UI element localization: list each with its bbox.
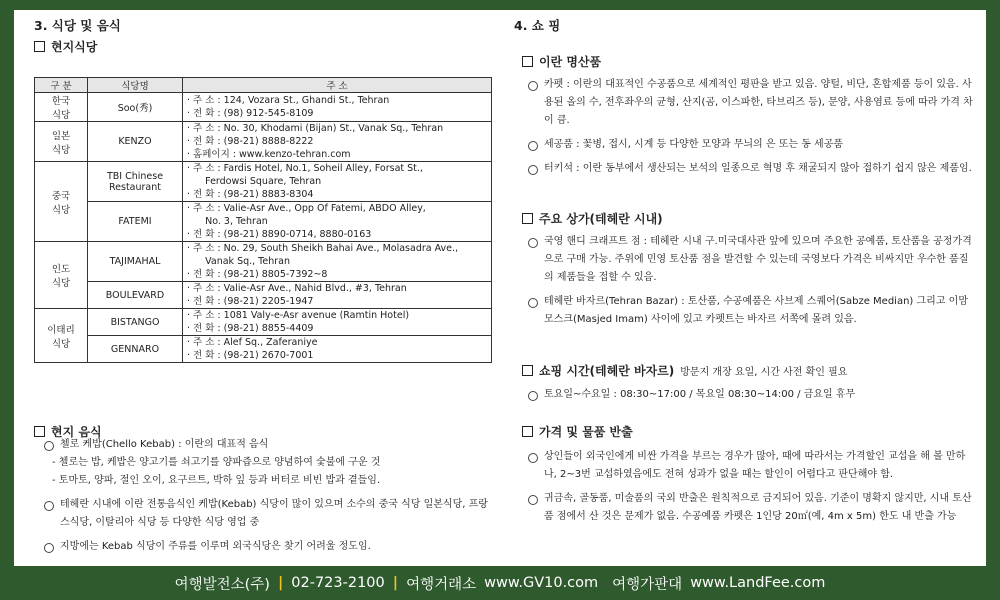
footer-separator: | <box>277 575 284 591</box>
cell-category: 한국 식당 <box>35 93 88 122</box>
cell-category: 중국 식당 <box>35 162 88 242</box>
footer-exchange-label: 여행거래소 <box>406 576 477 593</box>
list-item <box>528 160 974 178</box>
products-list <box>528 76 974 178</box>
cell-address <box>183 122 492 162</box>
list-subitem: - 토마토, 양파, 절인 오이, 요구르트, 박하 잎 등과 버터로 비빈 밥과 곁들임. <box>52 475 381 486</box>
address-line: · 전 화 : (98-21) 8888-8222 <box>187 136 314 147</box>
table-row <box>35 336 492 363</box>
subheading-label: 쇼핑 시간(테헤란 바자르) <box>539 364 675 378</box>
checkbox-square-icon <box>34 41 45 52</box>
list-item <box>528 76 974 130</box>
address-line: · 전 화 : (98-21) 2670-7001 <box>187 350 314 361</box>
hours-list <box>528 386 974 404</box>
list-item <box>528 490 974 526</box>
circle-bullet-icon <box>528 165 538 175</box>
footer-phone[interactable]: 02-723-2100 <box>291 575 385 591</box>
circle-bullet-icon <box>528 298 538 308</box>
list-item-text: 첼로 케밥(Chello Kebab) : 이란의 대표적 음식 <box>60 439 269 450</box>
address-line: · 전 화 : (98-21) 8890-0714, 8880-0163 <box>187 229 372 240</box>
subheading-local-restaurants <box>34 38 97 55</box>
cell-address <box>183 282 492 309</box>
address-line: Ferdowsi Square, Tehran <box>187 176 322 187</box>
address-line: · 주 소 : No. 30, Khodami (Bijan) St., Vanak Sq., Tehran <box>187 123 444 134</box>
subheading-iran-products <box>522 53 601 70</box>
table-row <box>35 93 492 122</box>
shops-list <box>528 233 974 329</box>
address-line: · 주 소 : Valie-Asr Ave., Opp Of Fatemi, ABDO Alley, <box>187 203 426 214</box>
circle-bullet-icon <box>528 495 538 505</box>
cell-restaurant-name: BOULEVARD <box>88 282 183 309</box>
address-line: · 전 화 : (98-21) 8855-4409 <box>187 323 314 334</box>
checkbox-square-icon <box>522 365 533 376</box>
list-item-text: 국영 핸디 크래프트 점 : 테헤란 시내 구.미국대사관 앞에 있으며 주요한 공예품, 토산품을 공정가격으로 구매 가능. 주위에 민영 토산품 점을 발견할 수 있는데 국영보다 가격은 비싸지만 우수한 품질의 제품들을 접할 수 있음. <box>544 236 972 283</box>
list-item <box>528 233 974 287</box>
address-line: · 주 소 : 124, Vozara St., Ghandi St., Tehran <box>187 95 390 106</box>
circle-bullet-icon <box>44 441 54 451</box>
list-item <box>528 293 974 329</box>
cell-category: 이태리 식당 <box>35 309 88 363</box>
subheading-label: 현지 음식 <box>51 425 102 439</box>
cell-address <box>183 162 492 202</box>
address-line: · 전 화 : (98) 912-545-8109 <box>187 108 314 119</box>
cell-category: 인도 식당 <box>35 242 88 309</box>
list-item <box>44 538 494 556</box>
address-line: · 주 소 : Valie-Asr Ave., Nahid Blvd., #3, Tehran <box>187 283 407 294</box>
circle-bullet-icon <box>44 501 54 511</box>
cell-restaurant-name: BISTANGO <box>88 309 183 336</box>
list-subitem: - 첼로는 밥, 케밥은 양고기를 쇠고기를 양파즙으로 양념하여 숯불에 구운 것 <box>52 457 381 468</box>
table-row <box>35 309 492 336</box>
address-line: Vanak Sq., Tehran <box>187 256 290 267</box>
cell-restaurant-name: Soo(秀) <box>88 93 183 122</box>
footer-board-label: 여행가판대 <box>612 576 683 593</box>
header-address: 주 소 <box>183 78 492 93</box>
cell-category: 일본 식당 <box>35 122 88 162</box>
subheading-shopping-hours <box>522 362 847 379</box>
cell-restaurant-name: KENZO <box>88 122 183 162</box>
footer-separator: | <box>392 575 399 591</box>
footer-bar <box>0 566 1000 600</box>
list-item <box>528 136 974 154</box>
table-header-row <box>35 78 492 93</box>
table-row <box>35 242 492 282</box>
subheading-label: 이란 명산품 <box>539 55 602 69</box>
circle-bullet-icon <box>528 453 538 463</box>
cell-restaurant-name: TAJIMAHAL <box>88 242 183 282</box>
address-line: · 주 소 : 1081 Valy-e-Asr avenue (Ramtin Hotel) <box>187 310 410 321</box>
address-line: · 주 소 : No. 29, South Sheikh Bahai Ave., Molasadra Ave., <box>187 243 459 254</box>
address-line: · 주 소 : Alef Sq., Zaferaniye <box>187 337 318 348</box>
list-item-text: 세공품 : 꽃병, 접시, 시계 등 다양한 모양과 무늬의 은 또는 동 세공품 <box>544 139 844 150</box>
footer-company: 여행발전소(주) <box>174 576 270 593</box>
list-item-text: 테헤란 시내에 이란 전통음식인 케밥(Kebab) 식당이 많이 있으며 소수의 중국 식당 일본식당, 프랑스식당, 이탈리아 식당 등 다양한 식당 영업 중 <box>60 499 488 528</box>
table-row <box>35 122 492 162</box>
list-item-text: 터키석 : 이란 동부에서 생산되는 보석의 일종으로 혁명 후 채굴되지 않아 접하기 쉽지 않은 제품임. <box>544 163 972 174</box>
checkbox-square-icon <box>522 426 533 437</box>
cell-restaurant-name: FATEMI <box>88 202 183 242</box>
list-item-text: 테헤란 바자르(Tehran Bazar) : 토산품, 수공예품은 사브제 스퀘어(Sabze Median) 그리고 이맘 모스크(Masjed Imam) 사이에 있고 카펫트는 바자르 서쪽에 몰려 있음. <box>544 296 968 325</box>
cell-address <box>183 242 492 282</box>
circle-bullet-icon <box>528 391 538 401</box>
subheading-label: 현지식당 <box>51 40 98 54</box>
cell-restaurant-name: GENNARO <box>88 336 183 363</box>
cell-address <box>183 202 492 242</box>
footer-link-gv10[interactable]: www.GV10.com <box>484 575 599 591</box>
list-item-text: 상인들이 외국인에게 비싼 가격을 부르는 경우가 많아, 때에 따라서는 가격할인 교섭을 해 볼 만하나, 2~3번 교섭하였음에도 전혀 성과가 없을 때는 할인이 어렵다고 판단해야 함. <box>544 451 966 480</box>
cell-restaurant-name: TBI Chinese Restaurant <box>88 162 183 202</box>
address-line: · 홈페이지 : www.kenzo-tehran.com <box>187 149 351 160</box>
list-item-text: 귀금속, 골동품, 미술품의 국외 반출은 원칙적으로 금지되어 있음. 기준이 명확지 않지만, 시내 토산품 점에서 산 것은 문제가 없음. 수공예품 카펫은 1인당 20㎡(예, 4m x 5m) 한도 내 반출 가능 <box>544 493 972 522</box>
circle-bullet-icon <box>528 238 538 248</box>
subheading-price-export <box>522 423 633 440</box>
food-list <box>44 436 494 556</box>
address-line: · 주 소 : Fardis Hotel, No.1, Soheil Alley, Forsat St., <box>187 163 423 174</box>
cell-address <box>183 309 492 336</box>
table-row <box>35 162 492 202</box>
section-title-restaurants: 3. 식당 및 음식 <box>34 18 121 33</box>
checkbox-square-icon <box>522 56 533 67</box>
checkbox-square-icon <box>522 213 533 224</box>
subheading-label: 가격 및 물품 반출 <box>539 425 633 439</box>
list-item <box>528 386 974 404</box>
list-item-text: 토요일~수요일 : 08:30~17:00 / 목요일 08:30~14:00 / 금요일 휴무 <box>544 389 856 400</box>
cell-address <box>183 336 492 363</box>
document-page <box>14 10 986 566</box>
list-item-text: 카펫 : 이란의 대표적인 수공품으로 세계적인 평판을 받고 있음. 양털, 비단, 혼합제품 등이 있음. 사용된 올의 수, 전후좌우의 균형, 산지(곰, 이스파한, 타브리즈 등), 문양, 사용염료 등에 따라 가격 차이 큼. <box>544 79 973 126</box>
price-list <box>528 448 974 526</box>
section-title-shopping: 4. 쇼 핑 <box>514 18 561 33</box>
address-line: · 전 화 : (98-21) 8805-7392~8 <box>187 269 328 280</box>
restaurant-table <box>34 77 492 363</box>
list-item <box>44 436 494 454</box>
table-row <box>35 202 492 242</box>
circle-bullet-icon <box>528 141 538 151</box>
circle-bullet-icon <box>44 543 54 553</box>
table-row <box>35 282 492 309</box>
list-item-text: 지방에는 Kebab 식당이 주류를 이루며 외국식당은 찾기 어려울 정도임. <box>60 541 371 552</box>
subheading-main-shops <box>522 210 663 227</box>
address-line: No. 3, Tehran <box>187 216 268 227</box>
hours-note: 방문지 개장 요일, 시간 사전 확인 필요 <box>680 367 848 378</box>
footer-link-landfee[interactable]: www.LandFee.com <box>690 575 826 591</box>
cell-address <box>183 93 492 122</box>
list-item <box>528 448 974 484</box>
header-category: 구 분 <box>35 78 88 93</box>
header-restaurant-name: 식당명 <box>88 78 183 93</box>
subheading-label: 주요 상가(테헤란 시내) <box>539 212 663 226</box>
circle-bullet-icon <box>528 81 538 91</box>
address-line: · 전 화 : (98-21) 2205-1947 <box>187 296 314 307</box>
list-item <box>44 496 494 532</box>
address-line: · 전 화 : (98-21) 8883-8304 <box>187 189 314 200</box>
